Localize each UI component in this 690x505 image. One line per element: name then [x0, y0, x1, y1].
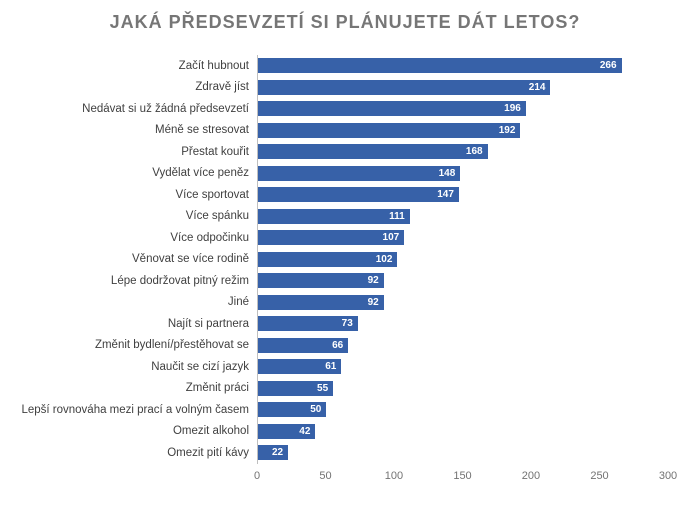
bar-track: [257, 163, 668, 185]
bar-track: [257, 442, 668, 464]
bar: [258, 381, 333, 396]
value-label: 50: [310, 404, 322, 416]
category-label: Začít hubnout: [178, 59, 249, 72]
value-label: 214: [528, 81, 546, 93]
x-axis-ticks: [253, 464, 678, 488]
value-label: 66: [332, 339, 344, 351]
value-label: 55: [317, 382, 329, 394]
category-label: Přestat kouřit: [181, 145, 249, 158]
bar-row: [0, 141, 690, 163]
bar-row: [0, 206, 690, 228]
bar: [258, 445, 288, 460]
category-label: Jiné: [227, 296, 249, 309]
bar: [258, 166, 460, 181]
bar: [258, 295, 384, 310]
value-label: 107: [382, 232, 400, 244]
bar-track: [257, 227, 668, 249]
category-label: Věnovat se více rodině: [132, 253, 249, 266]
category-label: Změnit práci: [185, 382, 249, 395]
bar: [258, 338, 348, 353]
bar: [258, 230, 404, 245]
bar-track: [257, 206, 668, 228]
category-label: Naučit se cizí jazyk: [151, 360, 249, 373]
x-tick-label: 0: [253, 469, 261, 482]
category-label: Nedávat si už žádná předsevzetí: [82, 102, 249, 115]
bar: [258, 209, 410, 224]
bar-rows: [0, 55, 690, 464]
category-label: Omezit alkohol: [172, 425, 249, 438]
bar-track: [257, 421, 668, 443]
category-label: Změnit bydlení/přestěhovat se: [94, 339, 249, 352]
bar: [258, 123, 520, 138]
x-tick-label: 150: [453, 469, 472, 482]
bar-track: [257, 270, 668, 292]
x-tick-label: 300: [658, 469, 678, 482]
bar: [258, 80, 550, 95]
bar-row: [0, 227, 690, 249]
bar-row: [0, 249, 690, 271]
value-label: 148: [438, 167, 456, 179]
category-label: Více sportovat: [175, 188, 249, 201]
value-label: 196: [504, 103, 521, 115]
bar: [258, 316, 358, 331]
plot-area: [0, 55, 690, 488]
bar: [258, 144, 488, 159]
bar-row: [0, 356, 690, 378]
value-label: 92: [367, 275, 379, 287]
bar-track: [257, 77, 668, 99]
bar-track: [257, 356, 668, 378]
value-label: 111: [389, 210, 405, 222]
bar-track: [257, 335, 668, 357]
value-label: 22: [271, 447, 284, 459]
x-tick-label: 250: [590, 469, 609, 482]
value-label: 73: [341, 318, 353, 330]
bar-row: [0, 55, 690, 77]
bar-row: [0, 98, 690, 120]
bar-row: [0, 184, 690, 206]
x-tick-label: 50: [319, 469, 332, 482]
bar-row: [0, 163, 690, 185]
bar-track: [257, 55, 668, 77]
bar: [258, 58, 622, 73]
bar-track: [257, 120, 668, 142]
value-label: 102: [375, 253, 393, 265]
value-label: 92: [367, 296, 379, 308]
value-label: 61: [325, 361, 337, 373]
bar-track: [257, 313, 668, 335]
bar-row: [0, 335, 690, 357]
category-label: Více spánku: [185, 210, 249, 223]
bar-track: [257, 98, 668, 120]
bar-row: [0, 442, 690, 464]
category-label: Více odpočinku: [170, 231, 249, 244]
category-label: Méně se stresovat: [155, 124, 249, 137]
category-label: Omezit pití kávy: [167, 446, 249, 459]
value-label: 42: [299, 425, 311, 437]
bar: [258, 252, 397, 267]
bar-row: [0, 120, 690, 142]
category-label: Lepší rovnováha mezi prací a volným časem: [21, 403, 249, 416]
bar: [258, 273, 384, 288]
bar-track: [257, 378, 668, 400]
category-label: Vydělat více peněz: [152, 167, 249, 180]
category-label: Zdravě jíst: [195, 81, 249, 94]
chart-title: JAKÁ PŘEDSEVZETÍ SI PLÁNUJETE DÁT LETOS?: [109, 12, 581, 32]
bar: [258, 187, 459, 202]
value-label: 266: [599, 60, 617, 72]
bar: [258, 359, 341, 374]
bar-row: [0, 270, 690, 292]
bar: [258, 424, 315, 439]
bar-row: [0, 421, 690, 443]
bar-row: [0, 378, 690, 400]
bar-row: [0, 399, 690, 421]
bar: [258, 101, 526, 116]
value-label: 168: [465, 146, 483, 158]
x-tick-label: 100: [384, 469, 404, 482]
x-tick-label: 200: [521, 469, 541, 482]
bar-track: [257, 399, 668, 421]
bar-track: [257, 184, 668, 206]
category-label: Najít si partnera: [167, 317, 249, 330]
bar-row: [0, 77, 690, 99]
value-label: 192: [498, 124, 516, 136]
value-label: 147: [437, 189, 454, 201]
category-label: Lépe dodržovat pitný režim: [110, 274, 249, 287]
bar-track: [257, 292, 668, 314]
bar-track: [257, 249, 668, 271]
bar-track: [257, 141, 668, 163]
bar-row: [0, 292, 690, 314]
bar: [258, 402, 326, 417]
bar-row: [0, 313, 690, 335]
